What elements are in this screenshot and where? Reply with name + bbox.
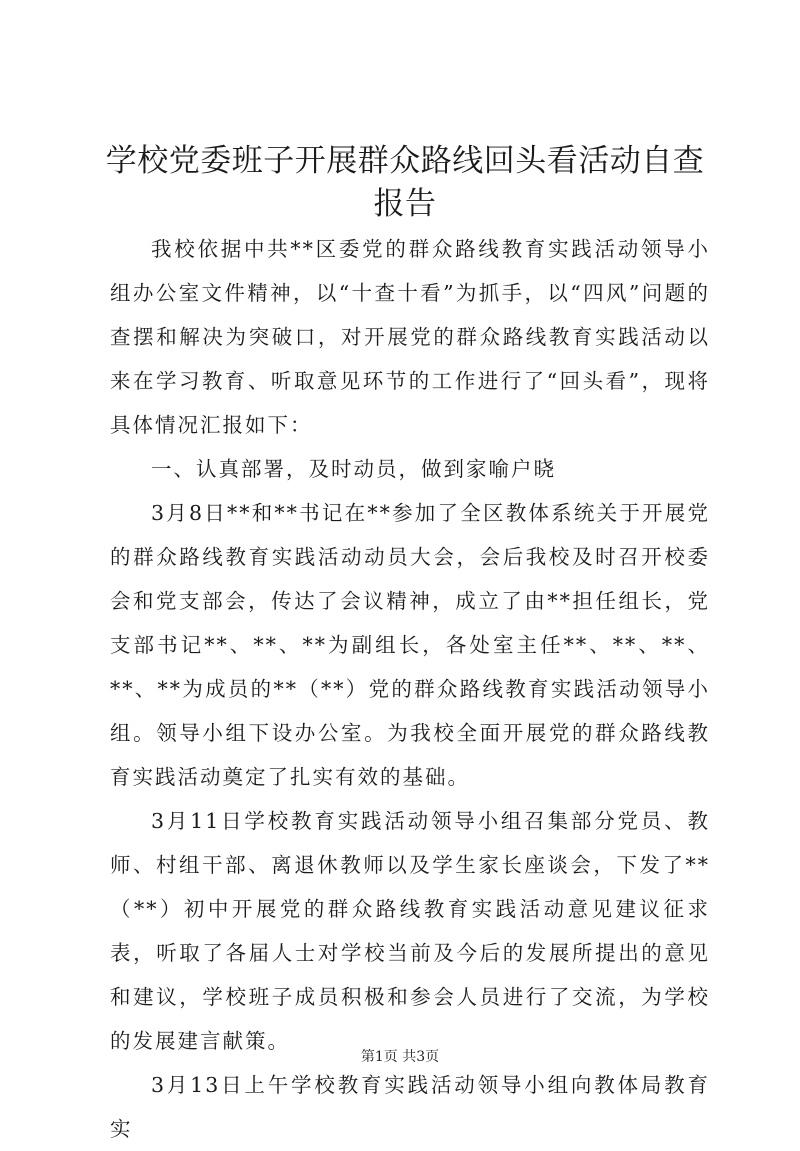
paragraph-intro: 我校依据中共**区委党的群众路线教育实践活动领导小组办公室文件精神，以“十查十看”为抓手，以“四风”问题的查摆和解决为突破口，对开展党的群众路线教育实践活动以来在学习教育、听取意见环节的工作进行了“回头看”，现将具体情况汇报如下： bbox=[110, 237, 710, 437]
section-heading-1: 一、认真部署，及时动员，做到家喻户晓 bbox=[151, 457, 556, 481]
page-number-footer: 第1页 共3页 bbox=[360, 1049, 440, 1065]
document-body bbox=[110, 227, 710, 1151]
paragraph-march-8: 3月8日**和**书记在**参加了全区教体系统关于开展党的群众路线教育实践活动动员大会，会后我校及时召开校委会和党支部会，传达了会议精神，成立了由**担任组长，党支部书记**、**、**为副组长，各处室主任**、**、**、**、**为成员的**（**）党的群众路线教育实践活动领导小组。领导小组下设办公室。为我校全面开展党的群众路线教育实践活动奠定了扎实有效的基础。 bbox=[110, 501, 710, 789]
document-title: 学校党委班子开展群众路线回头看活动自查报告 bbox=[105, 143, 705, 222]
paragraph-march-13: 3月13日上午学校教育实践活动领导小组向教体局教育实 bbox=[110, 1073, 710, 1141]
paragraph-march-11: 3月11日学校教育实践活动领导小组召集部分党员、教师、村组干部、离退休教师以及学生家长座谈会，下发了**（**）初中开展党的群众路线教育实践活动意见建议征求表，听取了各届人士对学校当前及今后的发展所提出的意见和建议，学校班子成员积极和参会人员进行了交流，为学校的发展建言献策。 bbox=[110, 809, 710, 1053]
